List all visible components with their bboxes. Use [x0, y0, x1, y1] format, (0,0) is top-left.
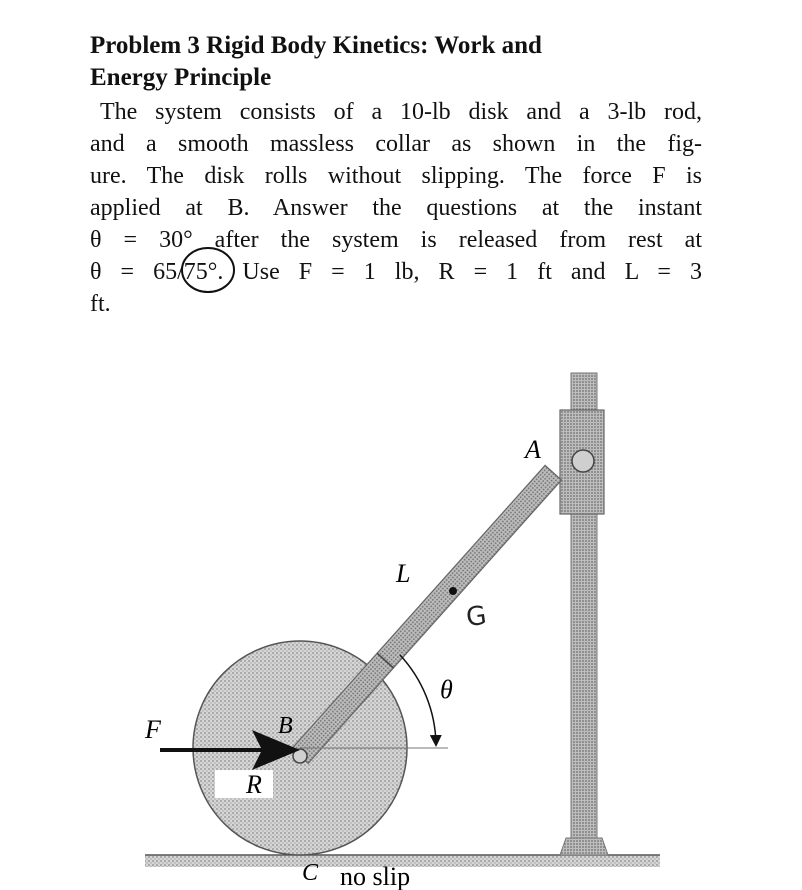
statement-line: ure. The disk rolls without slipping. The force F is: [90, 163, 702, 189]
label-f: F: [145, 715, 161, 744]
label-no-slip: no slip: [340, 862, 411, 890]
statement-line: θ = 65/75°. Use F = 1 lb, R = 1 ft and L = 3: [90, 259, 702, 285]
label-a: A: [525, 435, 541, 464]
rod: [292, 465, 562, 763]
label-theta: θ: [440, 675, 453, 704]
label-r: R: [246, 770, 262, 799]
pin-a: [572, 450, 594, 472]
statement-line: ft.: [90, 291, 111, 317]
label-b: B: [278, 713, 293, 739]
problem-title-line-1: Problem 3 Rigid Body Kinetics: Work and: [90, 32, 542, 59]
problem-title-line-2: Energy Principle: [90, 64, 272, 91]
statement-line: applied at B. Answer the questions at the instant: [90, 195, 702, 221]
center-of-mass-dot: [449, 587, 457, 595]
handwritten-circle: [182, 248, 234, 292]
label-l: L: [396, 559, 411, 588]
label-c: C: [302, 860, 319, 886]
statement-line: θ = 30° after the system is released from rest at: [90, 227, 702, 253]
post-base: [560, 838, 608, 855]
statement-line: and a smooth massless collar as shown in the fig-: [90, 131, 702, 157]
statement-line: The system consists of a 10-lb disk and a 3-lb rod,: [100, 99, 702, 125]
radius-label-box: [215, 770, 273, 798]
handwritten-g: G: [464, 600, 489, 634]
